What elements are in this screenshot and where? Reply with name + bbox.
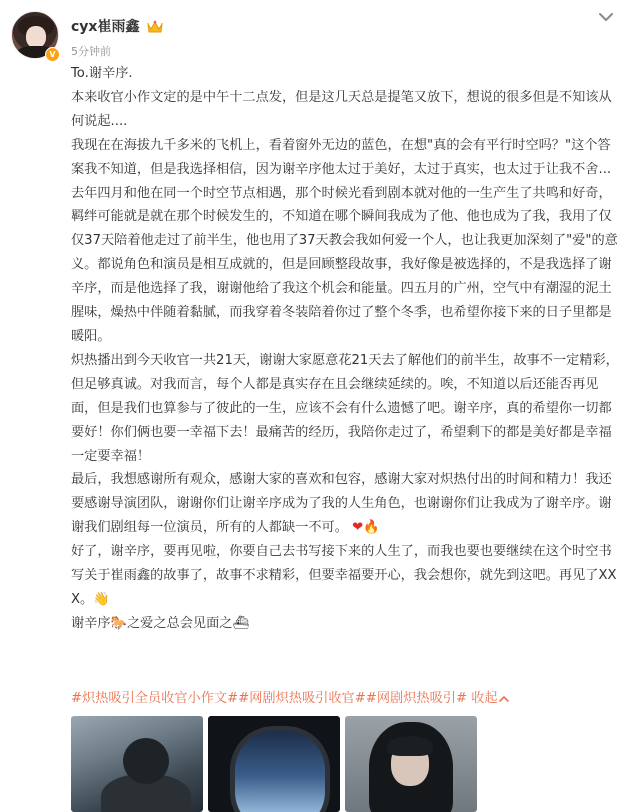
hashtag-row	[71, 687, 631, 711]
crown-icon	[147, 20, 163, 34]
photo-3[interactable]	[345, 716, 477, 812]
post-body	[71, 62, 633, 636]
post-line-6-text: 最后，我想感谢所有观众，感谢大家的喜欢和包容，感谢大家对炽热付出的时间和精力！我还要感谢导演团队，谢谢你们让谢辛序成为了我的人生角色，也谢谢你们让我成为了谢辛序。谢谢我们剧组每一位演员，所有的人都缺一不可。	[71, 472, 612, 536]
hashtag-link-3[interactable]: #网剧炽热吸引#	[365, 691, 468, 706]
photo-3-bangs	[387, 736, 433, 756]
hashtag-link-2[interactable]: #网剧炽热吸引收官#	[238, 691, 366, 706]
heart-icon: ❤	[352, 520, 364, 536]
post-line-8-text: 谢辛序	[71, 615, 111, 631]
collapse-label: 收起	[471, 691, 498, 706]
post-line-7	[71, 540, 619, 612]
username[interactable]: cyx崔雨鑫	[71, 19, 140, 35]
post-line-8-tail: 之爱之总会见面之	[126, 615, 233, 631]
post-line-1: To.谢辛序.	[71, 66, 133, 81]
post-line-2: 本来收官小作文定的是中午十二点发，但是这几天总是提笔又放下，想说的很多但是不知该从何说起....	[71, 89, 612, 129]
photo-2[interactable]	[208, 716, 340, 812]
post-line-6	[71, 468, 619, 540]
verified-badge-icon: V	[45, 47, 60, 62]
post-line-8	[71, 612, 619, 636]
fire-icon: 🔥	[363, 520, 380, 536]
avatar-face	[26, 26, 46, 48]
post-header	[0, 0, 636, 64]
post-line-7-text: 好了，谢辛序，要再见啦，你要自己去书写接下来的人生了，而我也要也要继续在这个时空书写关于崔雨鑫的故事了，故事不求精彩，但要幸福要开心，我会想你，就先到这吧。再见了XXX。	[71, 544, 617, 607]
photo-1-figure	[123, 738, 169, 784]
horse-icon: 🐎	[110, 615, 127, 631]
post-line-3: 我现在在海拔九千多米的飞机上，看着窗外无边的蓝色，在想"真的会有平行时空吗？"这个答案我不知道，但是我选择相信，因为谢辛序他太过于美好，太过于真实，也太过于让我不舍...	[71, 137, 612, 177]
ship-icon: ⛴	[232, 615, 250, 631]
photo-1[interactable]	[71, 716, 203, 812]
chevron-down-icon[interactable]	[596, 10, 616, 24]
collapse-button[interactable]	[471, 691, 509, 706]
photo-grid	[71, 716, 491, 812]
chevron-up-icon	[498, 694, 510, 704]
photo-2-airplane-window	[230, 726, 330, 812]
post-timestamp: 5分钟前	[71, 45, 111, 58]
post-line-5: 炽热播出到今天收官一共21天，谢谢大家愿意花21天去了解他们的前半生，故事不一定精彩，但足够真诚。对我而言，每个人都是真实存在且会继续延续的。唉，不知道以后还能否再见面，但是我们也算参与了彼此的一生，应该不会有什么遗憾了吧。谢辛序，真的希望你一切都要好！你们俩也要一幸福下去！最痛苦的经历，我陪你走过了，希望剩下的都是美好都是幸福 一定要幸福！	[71, 352, 633, 464]
wave-icon: 👋	[93, 591, 110, 607]
post-line-4: 去年四月和他在同一个时空节点相遇，那个时候光看到剧本就对他的一生产生了共鸣和好奇，羁绊可能就是就在那个时候发生的，不知道在哪个瞬间我成为了他、他也成为了我，我用了仅仅37天陪着他走过了前半生，他也用了37天教会我如何爱一个人，也让我更加深刻了"爱"的意义。都说角色和演员是相互成就的，但是回顾整段故事，我好像是被选择的，不是我选择了谢辛序，而是他选择了我，谢谢他给了我这个机会和能量。四五月的广州，空气中有潮湿的泥土腥味，燥热中伴随着黏腻，而我穿着冬装陪着你过了整个冬季，也希望你接下来的日子里都是暖阳。	[71, 185, 618, 344]
hashtag-link-1[interactable]: #炽热吸引全员收官小作文#	[71, 691, 239, 706]
